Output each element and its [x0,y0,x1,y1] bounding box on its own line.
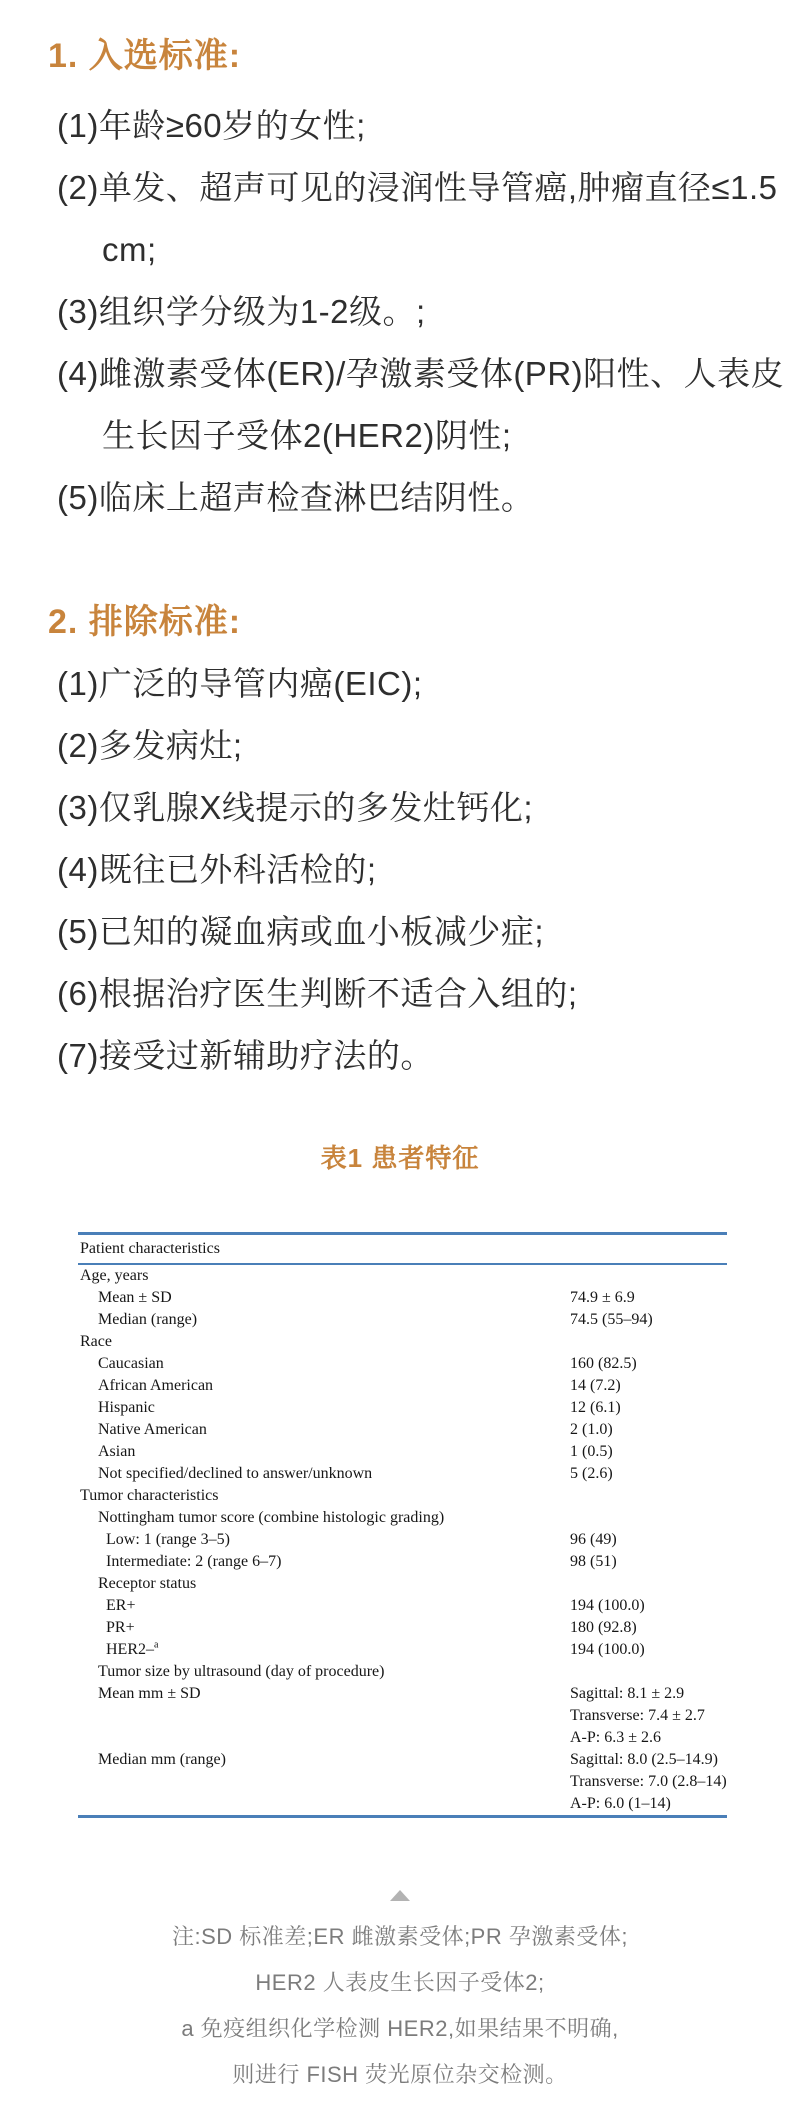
table-row [78,1705,727,1727]
table-body [78,1265,727,1815]
row-value: A-P: 6.0 (1–14) [570,1795,671,1812]
row-label: Tumor characteristics [80,1487,219,1504]
table-row [78,1463,727,1485]
row-label: Mean mm ± SD [98,1685,201,1702]
row-label: Median mm (range) [98,1751,226,1768]
row-label: Median (range) [98,1311,198,1328]
row-value: 160 (82.5) [570,1355,637,1372]
patient-characteristics-table [78,1232,727,1818]
table-row [78,1353,727,1375]
table-row [78,1639,727,1661]
triangle-up-icon [390,1890,410,1901]
row-label: PR+ [106,1619,135,1636]
footnote-line: 则进行 FISH 荧光原位杂交检测。 [232,2061,568,2087]
table-header: Patient characteristics [80,1239,220,1257]
table-row [78,1595,727,1617]
criteria-item: (4)雌激素受体(ER)/孕激素受体(PR)阳性、人表皮生长因子受体2(HER2)阴性; [57,355,785,454]
table-row [78,1573,727,1595]
table-bottom-rule [78,1815,727,1818]
table-row [78,1507,727,1529]
table-footnotes [0,1914,800,2098]
criteria-item: (5)已知的凝血病或血小板减少症; [57,913,544,950]
criteria-item: (6)根据治疗医生判断不适合入组的; [57,975,578,1012]
row-value: Transverse: 7.0 (2.8–14) [570,1773,727,1790]
table-row [78,1661,727,1683]
row-value: 14 (7.2) [570,1377,621,1394]
row-value: 1 (0.5) [570,1443,613,1460]
table-row [78,1331,727,1353]
row-value: 74.9 ± 6.9 [570,1289,635,1306]
table-title: 表1 患者特征 [320,1143,480,1173]
article-page [0,32,800,2126]
criteria-item: (2)多发病灶; [57,727,243,764]
table-row [78,1529,727,1551]
table-row [78,1309,727,1331]
criteria-item: (7)接受过新辅助疗法的。 [57,1037,434,1074]
row-label: Not specified/declined to answer/unknown [98,1465,373,1482]
row-value: 194 (100.0) [570,1597,645,1614]
row-value: 96 (49) [570,1531,617,1548]
row-value: 194 (100.0) [570,1641,645,1658]
row-label: Mean ± SD [98,1289,172,1306]
row-label: Native American [98,1421,207,1438]
row-label: Race [80,1333,112,1350]
row-label: HER2–$^a$ [106,1639,159,1658]
row-label: Tumor size by ultrasound (day of procedure) [98,1663,385,1680]
exclusion-criteria-heading: 2. 排除标准: [48,603,242,641]
row-label: Age, years [80,1267,149,1284]
table-row [78,1485,727,1507]
row-label: Hispanic [98,1399,155,1416]
criteria-item: (4)既往已外科活检的; [57,851,377,888]
table-row [78,1441,727,1463]
row-label: Caucasian [98,1355,164,1372]
row-value: 2 (1.0) [570,1421,613,1438]
table-row [78,1683,727,1705]
inclusion-criteria-list [0,95,800,529]
row-value: 74.5 (55–94) [570,1311,653,1328]
row-label: ER+ [106,1597,136,1614]
row-label: African American [98,1377,214,1394]
table-row [78,1771,727,1793]
row-label: Asian [98,1443,136,1460]
table-row [78,1727,727,1749]
table-row [78,1419,727,1441]
row-value: 180 (92.8) [570,1619,637,1636]
footnote-line: a 免疫组织化学检测 HER2,如果结果不明确, [181,2015,619,2041]
table-row [78,1793,727,1815]
criteria-item: (2)单发、超声可见的浸润性导管癌,肿瘤直径≤1.5 cm; [57,169,778,268]
row-value: Transverse: 7.4 ± 2.7 [570,1707,705,1724]
table-row [78,1749,727,1771]
footnote-line: 注:SD 标准差;ER 雌激素受体;PR 孕激素受体; [172,1923,628,1949]
row-label-superscript: a [154,1639,159,1651]
row-label: Receptor status [98,1575,197,1592]
table-row [78,1375,727,1397]
row-value: A-P: 6.3 ± 2.6 [570,1729,662,1746]
inclusion-criteria-heading: 1. 入选标准: [48,37,242,75]
table-row [78,1265,727,1287]
criteria-item: (1)年龄≥60岁的女性; [57,107,366,144]
row-value: 5 (2.6) [570,1465,613,1482]
row-value: 98 (51) [570,1553,617,1570]
table-row [78,1551,727,1573]
criteria-item: (5)临床上超声检查淋巴结阴性。 [57,479,535,516]
row-label: Low: 1 (range 3–5) [106,1531,230,1548]
row-label: Nottingham tumor score (combine histologic grading) [98,1509,445,1526]
row-value: 12 (6.1) [570,1399,621,1416]
criteria-item: (3)仅乳腺X线提示的多发灶钙化; [57,789,534,826]
table-row [78,1287,727,1309]
table-row [78,1617,727,1639]
row-value: Sagittal: 8.1 ± 2.9 [570,1685,685,1702]
exclusion-criteria-list [0,653,800,1087]
footnote-line: HER2 人表皮生长因子受体2; [255,1969,545,1995]
row-label: Intermediate: 2 (range 6–7) [106,1553,282,1570]
criteria-item: (3)组织学分级为1-2级。; [57,293,426,330]
criteria-item: (1)广泛的导管内癌(EIC); [57,665,423,702]
row-value: Sagittal: 8.0 (2.5–14.9) [570,1751,718,1768]
table-row [78,1397,727,1419]
